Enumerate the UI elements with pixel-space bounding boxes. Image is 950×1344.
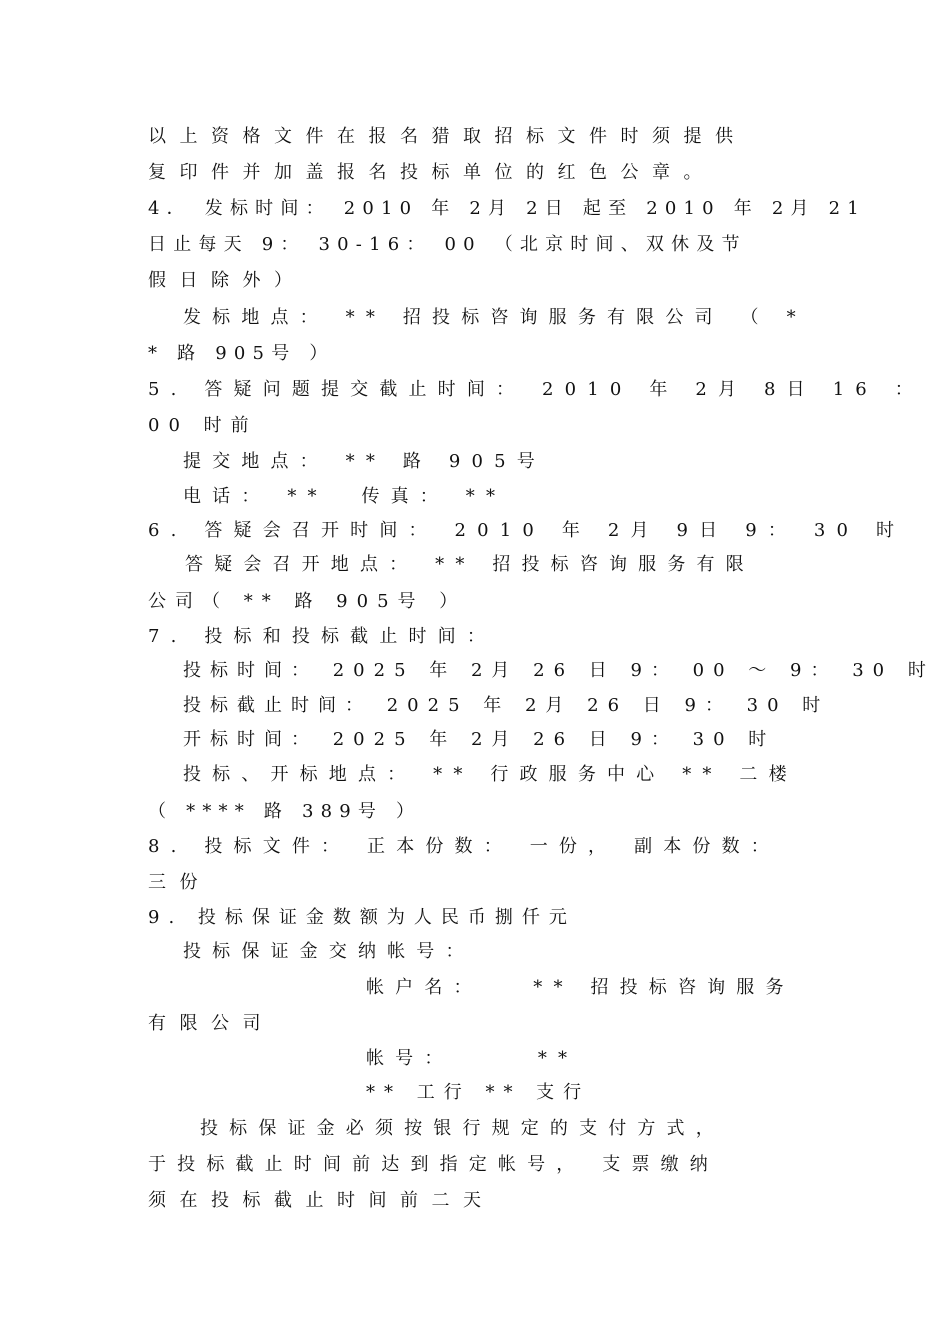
text-line-11: 电话： ** 传真： ** bbox=[183, 486, 507, 507]
text-line-30: 于投标截止时间前达到指定帐号， 支票缴纳 bbox=[148, 1154, 719, 1175]
text-line-2: 复印件并加盖报名投标单位的红色公章。 bbox=[148, 162, 715, 183]
text-line-21: 8. 投标文件： 正本份数： 一份， 副本份数： bbox=[148, 836, 780, 857]
text-line-18: 开标时间： 2025 年 2月 26 日 9： 30 时 bbox=[183, 729, 776, 750]
text-line-31: 须在投标截止时间前二天 bbox=[148, 1190, 495, 1211]
text-line-9: 00 时前 bbox=[148, 415, 258, 436]
text-line-17: 投标截止时间： 2025 年 2月 26 日 9： 30 时 bbox=[183, 695, 830, 716]
text-line-4: 日止每天 9： 30-16： 00 （北京时间、双休及节 bbox=[148, 234, 747, 255]
text-line-27: 帐号： ** bbox=[366, 1048, 579, 1069]
text-line-7: * 路 905号 ） bbox=[148, 343, 335, 364]
text-line-16: 投标时间： 2025 年 2月 26 日 9： 00 ～ 9： 30 时 bbox=[183, 660, 935, 681]
text-line-1: 以上资格文件在报名猎取招标文件时须提供 bbox=[148, 126, 747, 147]
text-line-13: 答疑会召开地点： ** 招投标咨询服务有限 bbox=[185, 554, 755, 575]
text-line-10: 提交地点： ** 路 905号 bbox=[183, 451, 546, 472]
text-line-26: 有限公司 bbox=[148, 1013, 274, 1034]
text-line-24: 投标保证金交纳帐号： bbox=[183, 941, 475, 962]
text-line-5: 假日除外） bbox=[148, 270, 306, 291]
text-line-25: 帐户名： ** 招投标咨询服务 bbox=[366, 977, 795, 998]
text-line-22: 三份 bbox=[148, 872, 211, 893]
text-line-3: 4． 发标时间： 2010 年 2月 2日 起至 2010 年 2月 21 bbox=[148, 198, 866, 219]
text-line-19: 投标、开标地点： ** 行政服务中心 ** 二楼 bbox=[183, 764, 798, 785]
text-line-14: 公司（ ** 路 905号 ） bbox=[148, 591, 467, 612]
text-line-12: 6. 答疑会召开时间： 2010 年 2月 9日 9： 30 时 bbox=[148, 520, 906, 541]
text-line-6: 发标地点： ** 招投标咨询服务有限公司 （ * bbox=[183, 307, 807, 328]
text-line-20: （ **** 路 389号 ） bbox=[148, 801, 422, 822]
text-line-23: 9. 投标保证金数额为人民币捌仟元 bbox=[148, 907, 576, 928]
text-line-29: 投标保证金必须按银行规定的支付方式， bbox=[200, 1118, 725, 1139]
text-line-15: 7. 投标和投标截止时间： bbox=[148, 626, 496, 647]
text-line-28: ** 工行 ** 支行 bbox=[366, 1082, 591, 1103]
text-line-8: 5. 答疑问题提交截止时间： 2010 年 2月 8日 16 ： bbox=[148, 379, 924, 400]
